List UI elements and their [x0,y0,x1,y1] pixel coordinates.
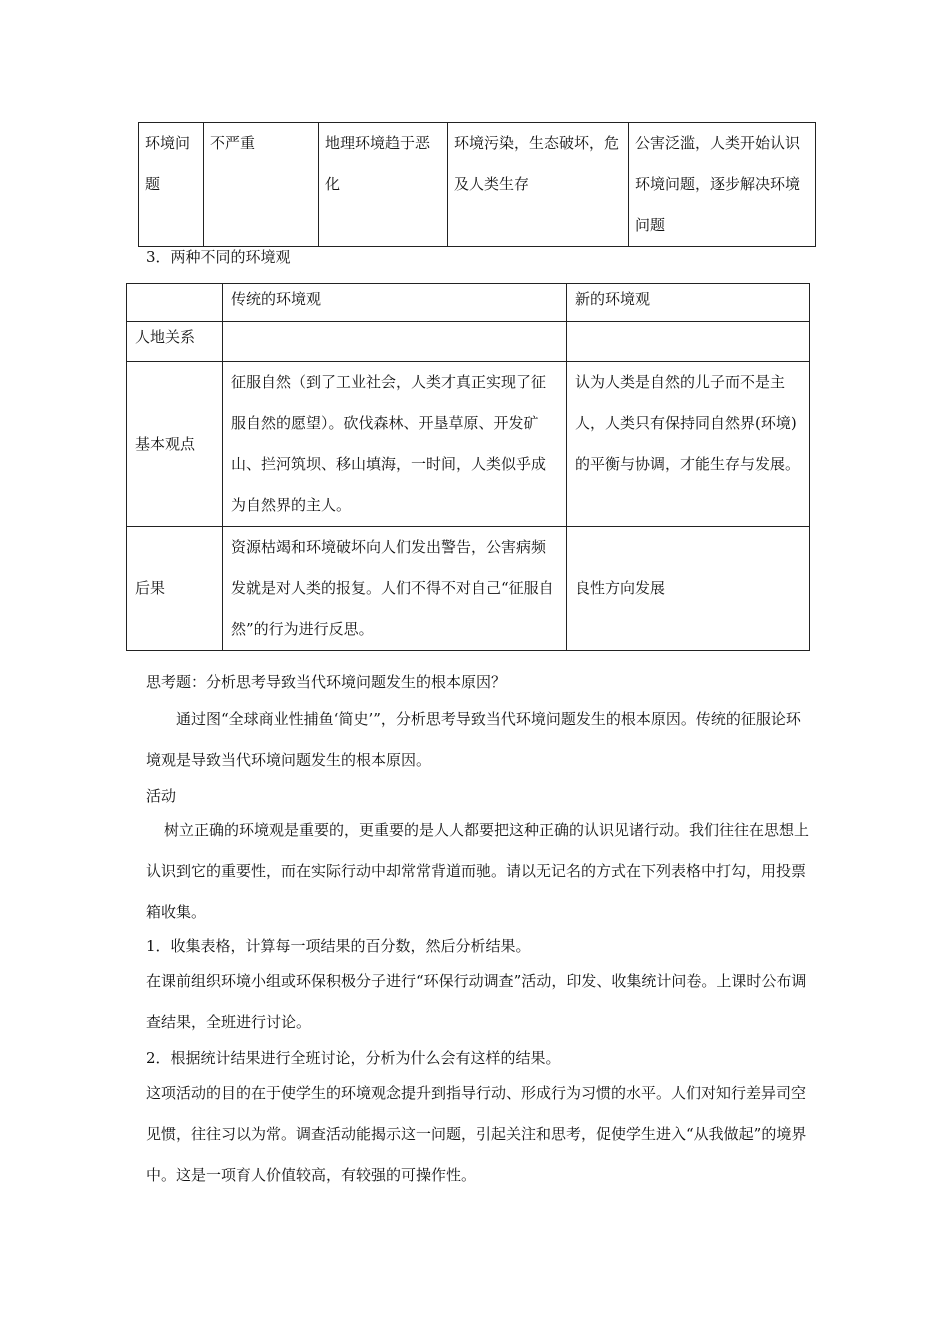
row-label: 人地关系 [127,322,223,362]
step-2: 2．根据统计结果进行全班讨论，分析为什么会有这样的结果。 [146,1049,561,1067]
header-cell-empty [127,284,223,322]
table-cell: 良性方向发展 [567,527,810,651]
row-label: 基本观点 [127,362,223,527]
activity-title: 活动 [146,787,177,805]
table-row [139,123,816,247]
table-header-row [127,284,810,322]
activity-text: 树立正确的环境观是重要的，更重要的是人人都要把这种正确的认识见诸行动。我们往往在思想上认识到它的重要性，而在实际行动中却常常背道而驰。请以无记名的方式在下列表格中打勾，用投票箱收集。 [146,821,810,921]
table-cell: 环境污染，生态破坏，危及人类生存 [448,123,629,247]
table-row [127,527,810,651]
think-answer: 通过图“全球商业性捕鱼‘简史’”，分析思考导致当代环境问题发生的根本原因。传统的征服论环境观是导致当代环境问题发生的根本原因。 [146,710,801,769]
table-cell: 公害泛滥，人类开始认识环境问题，逐步解决环境问题 [629,123,816,247]
step-2-text: 这项活动的目的在于使学生的环境观念提升到指导行动、形成行为习惯的水平。人们对知行差异司空见惯，往往习以为常。调查活动能揭示这一问题，引起关注和思考，促使学生进入“从我做起”的境界中。这是一项育人价值较高，有较强的可操作性。 [146,1084,807,1184]
environment-views-table [126,283,810,651]
step-1-text: 在课前组织环境小组或环保积极分子进行“环保行动调查”活动，印发、收集统计问卷。上课时公布调查结果，全班进行讨论。 [146,972,807,1031]
section-heading: 3．两种不同的环境观 [146,248,291,266]
row-label-cell: 环境问题 [139,123,204,247]
step-1: 1．收集表格，计算每一项结果的百分数，然后分析结果。 [146,937,531,955]
think-question: 思考题：分析思考导致当代环境问题发生的根本原因？ [146,673,507,691]
row-label: 后果 [127,527,223,651]
environment-stages-table [138,122,816,247]
table-cell: 不严重 [204,123,319,247]
table-row [127,322,810,362]
header-cell-new: 新的环境观 [567,284,810,322]
table-cell: 资源枯竭和环境破坏向人们发出警告，公害病频发就是对人类的报复。人们不得不对自己“征服自然”的行为进行反思。 [223,527,567,651]
table-cell: 征服自然（到了工业社会，人类才真正实现了征服自然的愿望）。砍伐森林、开垦草原、开发矿山、拦河筑坝、移山填海，一时间，人类似乎成为自然界的主人。 [223,362,567,527]
table-cell: 地理环境趋于恶化 [319,123,448,247]
table-cell [567,322,810,362]
table-row [127,362,810,527]
table-cell: 认为人类是自然的儿子而不是主人，人类只有保持同自然界(环境)的平衡与协调，才能生存与发展。 [567,362,810,527]
header-cell-traditional: 传统的环境观 [223,284,567,322]
table-cell [223,322,567,362]
